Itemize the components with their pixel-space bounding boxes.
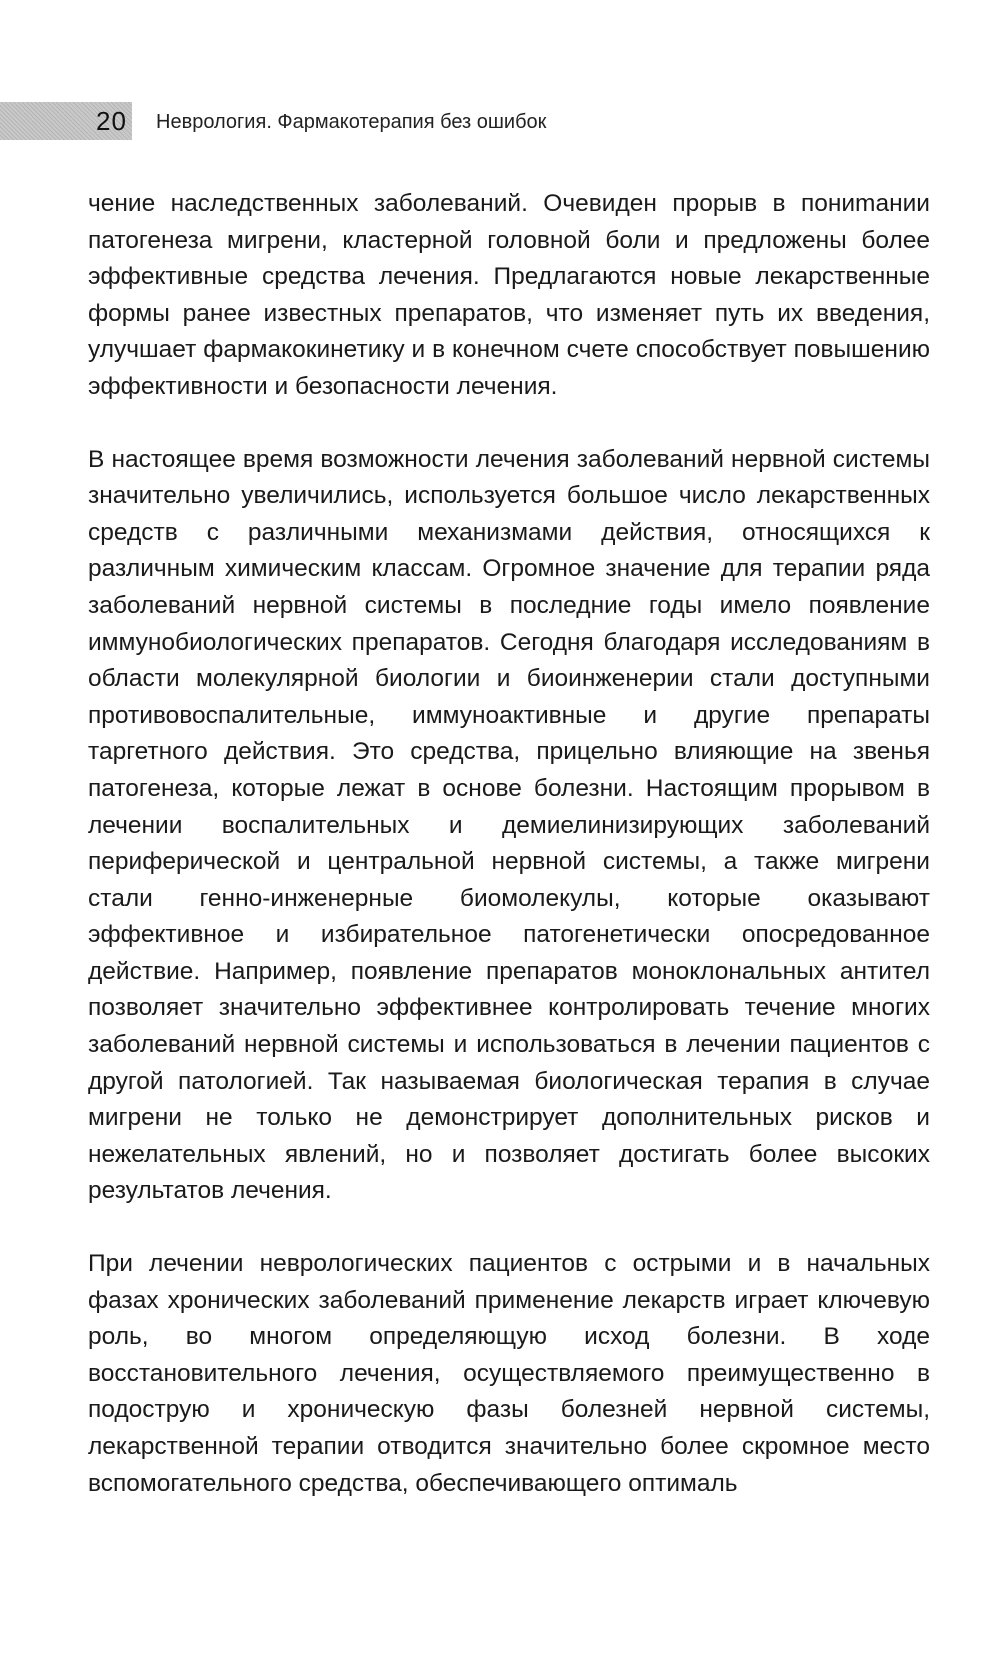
running-title: Неврология. Фармакотерапия без ошибок bbox=[156, 111, 547, 133]
paragraph-3: При лечении неврологических пациентов с острыми и в начальных фазах хронических заболеваний применение лекарств играет ключевую роль, во многом определяющую исход болезни. В ходе восстановительного лечения, осуществляемого преимущественно в подострую и хроническую фазы болезней нервной системы, лекарственной терапии отводится значительно более скромное место вспомогательного средства, обеспечивающего оптималь bbox=[88, 1250, 930, 1497]
body-text bbox=[88, 186, 930, 1538]
paragraph-2: В настоящее время возможности лечения заболеваний нервной системы значительно увеличились, используется большое число лекарственных средств с различными механизмами действия, относящихся к различным химическим классам. Огромное значение для терапии ряда заболеваний нервной системы в последние годы имело появление иммунобиологических препаратов. Сегодня благодаря исследованиям в области молекулярной биологии и биоинженерии стали доступными противовоспалительные, иммуноактивные и другие препараты таргетного действия. Это средства, прицельно влияющие на звенья патогенеза, которые лежат в основе болезни. Настоящим прорывом в лечении воспалительных и демиелинизирующих заболеваний периферической и центральной нервной системы, а также мигрени стали генно-инженерные биомолекулы, которые оказывают эффективное и избирательное патогенетически опосредованное действие. Например, появление препаратов моноклональных антител позволяет значительно эффективнее контролировать течение многих заболеваний нервной системы и использоваться в лечении пациентов с другой патологией. Так называемая биологическая терапия в случае мигрени не только не демонстрирует дополнительных рисков и нежелательных явлений, но и позволяет достигать более высоких результатов лечения. bbox=[88, 445, 930, 1205]
paragraph-1: чение наследственных заболеваний. Очевиден прорыв в пониmании патогенеза мигрени, кластерной головной боли и предложены более эффективные средства лечения. Предлагаются новые лекарственные формы ранее известных препаратов, что изменяет путь их введения, улучшает фармакокинетику и в конечном счете способствует повышению эффективности и безопасности лечения. bbox=[88, 190, 930, 400]
page-number: 20 bbox=[96, 106, 127, 136]
